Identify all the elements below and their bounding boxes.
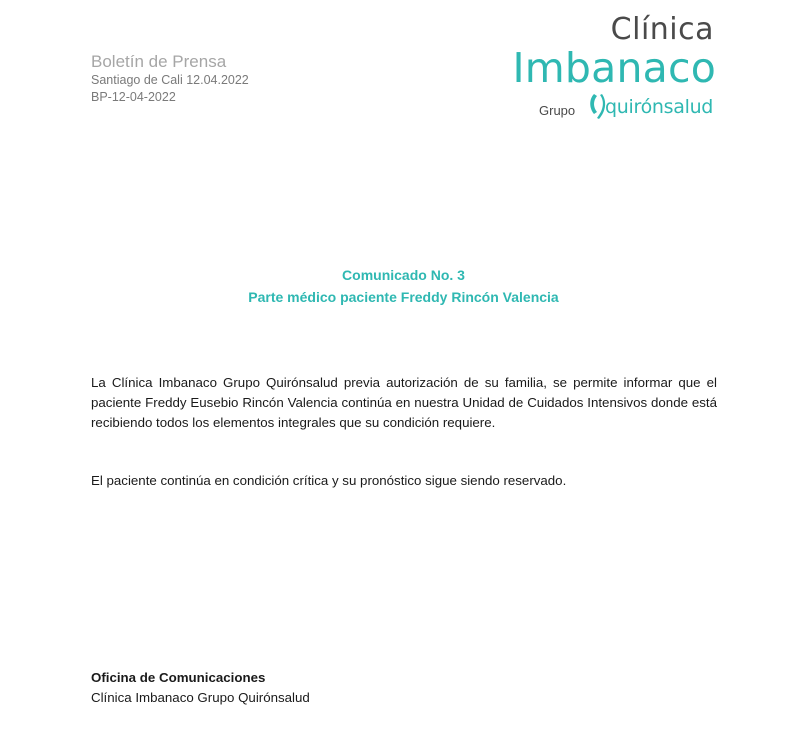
communique-number: Comunicado No. 3: [342, 267, 465, 283]
signature-organization: Clínica Imbanaco Grupo Quirónsalud: [91, 690, 310, 705]
place-date: Santiago de Cali 12.04.2022: [91, 73, 249, 87]
signature-block: [91, 668, 310, 708]
communique-subject: Parte médico paciente Freddy Rincón Valencia: [248, 289, 559, 305]
clinica-imbanaco-logo: [505, 12, 720, 122]
body-paragraph: La Clínica Imbanaco Grupo Quirónsalud previa autorización de su familia, se permite informar que el paciente Freddy Eusebio Rincón Valencia continúa en nuestra Unidad de Cuidados Intensivos donde está recibiendo todos los elementos integrales que su condición requiere.: [91, 375, 717, 430]
logo-quironsalud-text: quirónsalud: [605, 96, 714, 118]
document-type: Boletín de Prensa: [91, 52, 227, 71]
body-paragraph: El paciente continúa en condición crítica y su pronóstico sigue siendo reservado.: [91, 473, 567, 488]
reference-code: BP-12-04-2022: [91, 90, 176, 104]
logo-imbanaco-text: Imbanaco: [512, 44, 716, 92]
document-header: [91, 52, 249, 106]
communique-title: [0, 264, 807, 308]
logo-grupo-text: Grupo: [539, 103, 576, 118]
quironsalud-mark-icon: [587, 92, 607, 120]
logo-clinica-text: Clínica: [610, 12, 714, 47]
signature-office: Oficina de Comunicaciones: [91, 670, 266, 685]
